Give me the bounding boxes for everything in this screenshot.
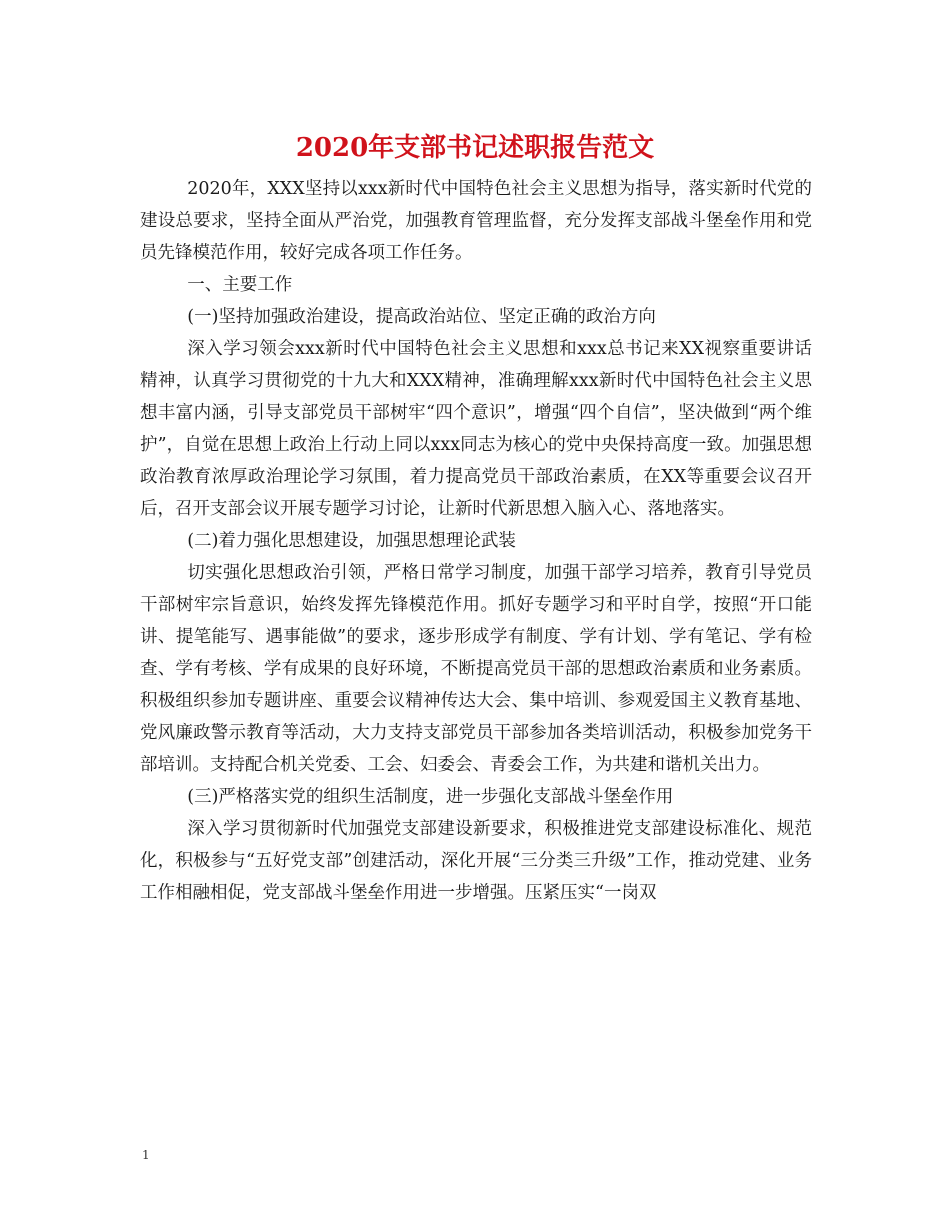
paragraph-ideological-construction: 切实强化思想政治引领，严格日常学习制度，加强干部学习培养，教育引导党员干部树牢宗旨意识，始终发挥先锋模范作用。抓好专题学习和平时自学，按照“开口能讲、提笔能写、遇事能做”的要求，逐步形成学有制度、学有计划、学有笔记、学有检查、学有考核、学有成果的良好环境，不断提高党员干部的思想政治素质和业务素质。积极组织参加专题讲座、重要会议精神传达大会、集中培训、参观爱国主义教育基地、党风廉政警示教育等活动，大力支持支部党员干部参加各类培训活动，积极参加党务干部培训。支持配合机关党委、工会、妇委会、青委会工作，为共建和谐机关出力。 [140,563,812,775]
paragraph-political-construction: 深入学习领会xxx新时代中国特色社会主义思想和xxx总书记来XX视察重要讲话精神，认真学习贯彻党的十九大和XXX精神，准确理解xxx新时代中国特色社会主义思想丰富内涵，引导支部党员干部树牢“四个意识”，增强“四个自信”，坚决做到“两个维护”，自觉在思想上政治上行动上同以xxx同志为核心的党中央保持高度一致。加强思想政治教育浓厚政治理论学习氛围，着力提高党员干部政治素质，在XX等重要会议召开后，召开支部会议开展专题学习讨论，让新时代新思想入脑入心、落地落实。 [140,339,812,519]
paragraph-organizational-life: 深入学习贯彻新时代加强党支部建设新要求，积极推进党支部建设标准化、规范化，积极参与“五好党支部”创建活动，深化开展“三分类三升级”工作，推动党建、业务工作相融相促，党支部战斗堡垒作用进一步增强。压紧压实“一岗双 [140,819,812,903]
subheading-political-construction: (一)坚持加强政治建设，提高政治站位、坚定正确的政治方向 [187,307,656,327]
section-heading-main-work: 一、主要工作 [187,275,293,295]
document-title: 2020年支部书记述职报告范文 [295,133,655,163]
document-body [140,173,812,909]
page-number: 1 [142,1148,150,1162]
paragraph-intro: 2020年，XXX坚持以xxx新时代中国特色社会主义思想为指导，落实新时代党的建设总要求，坚持全面从严治党，加强教育管理监督，充分发挥支部战斗堡垒作用和党员先锋模范作用，较好完成各项工作任务。 [140,179,812,263]
subheading-organizational-life: (三)严格落实党的组织生活制度，进一步强化支部战斗堡垒作用 [187,787,674,807]
subheading-ideological-construction: (二)着力强化思想建设，加强思想理论武装 [187,531,516,551]
